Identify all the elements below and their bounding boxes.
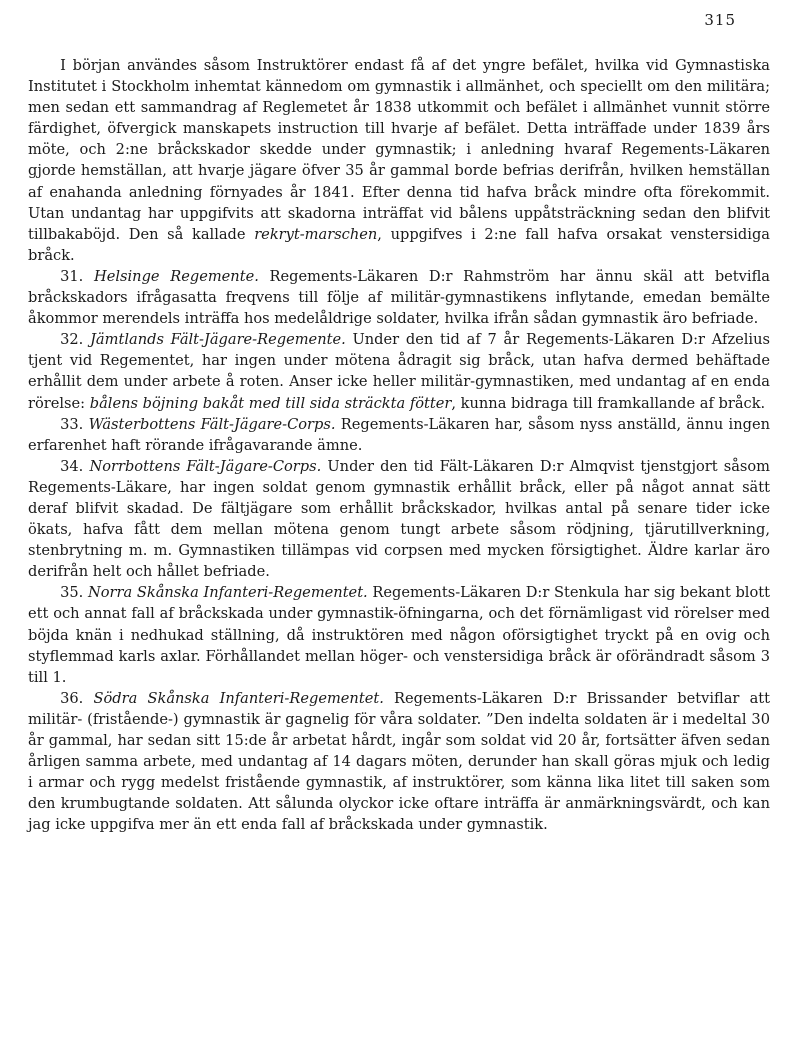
- section-heading: Wästerbottens Fält-Jägare-Corps.: [88, 415, 336, 433]
- paragraph-intro: [28, 55, 770, 266]
- intro-term-rekryt-marschen: rekryt-marschen: [254, 225, 378, 243]
- page-text: [28, 55, 770, 835]
- section-body-2: , kunna bidraga till framkallande af bråck.: [451, 394, 766, 412]
- section-number: 33.: [60, 415, 84, 433]
- section-body: Regements-Läkaren D:r Rahmström har ännu skäl att betvifla bråckskadors ifrågasatta freqvens till följe af militär-gymnastikens inflytande, emedan bemälte åkommor merendels inträffa hos medelåldrige soldater, hvilka ifrån sådan gymnastik äro befriade.: [28, 267, 771, 328]
- section-number: 32.: [60, 331, 84, 349]
- section-heading: Jämtlands Fält-Jägare-Regemente.: [90, 331, 346, 349]
- section-body: Regements-Läkaren D:r Stenkula har sig bekant blott ett och annat fall af bråckskada under gymnastik-öfningarna, och det förnämligast vid rörelser med böjda knän i nedhukad ställning, då instruktören med någon oförsigtighet tryckt på en ovig och styflemmad karls axlar. Förhållandet mellan höger- och venstersidiga bråck är oförändradt såsom 3 till 1.: [28, 584, 770, 686]
- paragraph-34: [28, 456, 770, 583]
- section-body: Regements-Läkaren D:r Brissander betviflar att militär- (fristående-) gymnastik är gagnelig för våra soldater. ”Den indelta soldaten är i medeltal 30 år gammal, har sedan sitt 15:de år arbetat hårdt, ingår som soldat vid 20 år, fortsätter äfven sedan årligen samma arbete, med undantag af 14 dagars möten, derunder han skall göras mjuk och ledig i armar och rygg medelst fristående gymnastik, af instruktörer, som känna lika litet till saken som den krumbugtande soldaten. Att sålunda olyckor icke oftare inträffa är anmärkningsvärdt, och kan jag icke uppgifva mer än ett enda fall af bråckskada under gymnastik.: [28, 689, 770, 834]
- section-heading: Helsinge Regemente.: [94, 267, 259, 285]
- intro-text-1: I början användes såsom Instruktörer endast få af det yngre befälet, hvilka vid Gymnastiska Institutet i Stockholm inhemtat kännedom om gymnastik i allmänhet, och speciellt om den militära; men sedan ett sammandrag af Reglemetet år 1838 utkommit och befälet i allmänhet vunnit större färdighet, öfvergick manskapets instruction till hvarje af befälet. Detta inträffade under 1839 års möte, och 2:ne bråckskador skedde under gymnastik; i anledning hvaraf Regements-Läkaren gjorde hemställan, att hvarje jägare öfver 35 år gammal borde befrias derifrån, hvilken hemställan af enahanda anledning förnyades år 1841. Efter denna tid hafva bråck mindre ofta förekommit. Utan undantag har uppgifvits att skadorna inträffat vid bålens uppåtsträckning sedan den blifvit tillbakaböjd. Den så kallade: [28, 57, 770, 243]
- paragraph-32: [28, 329, 770, 413]
- section-heading: Södra Skånska Infanteri-Regementet.: [93, 689, 384, 707]
- section-number: 36.: [60, 689, 84, 707]
- section-emphasis: bålens böjning bakåt med till sida sträckta fötter: [89, 394, 452, 412]
- section-number: 34.: [60, 457, 84, 475]
- section-body: Regements-Läkaren har, såsom nyss anställd, ännu ingen erfarenhet haft rörande ifrågavarande ämne.: [28, 415, 770, 454]
- section-heading: Norra Skånska Infanteri-Regementet.: [87, 584, 368, 602]
- paragraph-36: [28, 688, 770, 836]
- page-number: 315: [704, 11, 736, 29]
- paragraph-31: [28, 266, 770, 329]
- paragraph-35: [28, 582, 770, 687]
- section-number: 35.: [60, 584, 84, 602]
- section-heading: Norrbottens Fält-Jägare-Corps.: [89, 457, 322, 475]
- intro-text-2: , uppgifves i 2:ne fall hafva orsakat venstersidiga bråck.: [28, 225, 770, 264]
- paragraph-33: [28, 414, 770, 456]
- section-body-1: Under den tid af 7 år Regements-Läkaren D:r Afzelius tjent vid Regementet, har ingen under mötena ådragit sig bråck, utan hafva dermed behäftade erhållit dem under arbete å roten. Anser icke heller militär-gymnastiken, med undantag af en enda rörelse:: [28, 331, 770, 412]
- section-number: 31.: [60, 267, 84, 285]
- section-body: Under den tid Fält-Läkaren D:r Almqvist tjenstgjort såsom Regements-Läkare, har ingen soldat genom gymnastik erhållit bråck, eller på något annat sätt deraf blifvit skadad. De fältjägare som erhållit bråckskador, hvilkas antal på senare tider icke ökats, hafva fått dem mellan mötena genom tungt arbete såsom rödjning, tjärutillverkning, stenbrytning m. m. Gymnastiken tillämpas vid corpsen med mycken försigtighet. Äldre karlar äro derifrån helt och hållet befriade.: [28, 457, 771, 581]
